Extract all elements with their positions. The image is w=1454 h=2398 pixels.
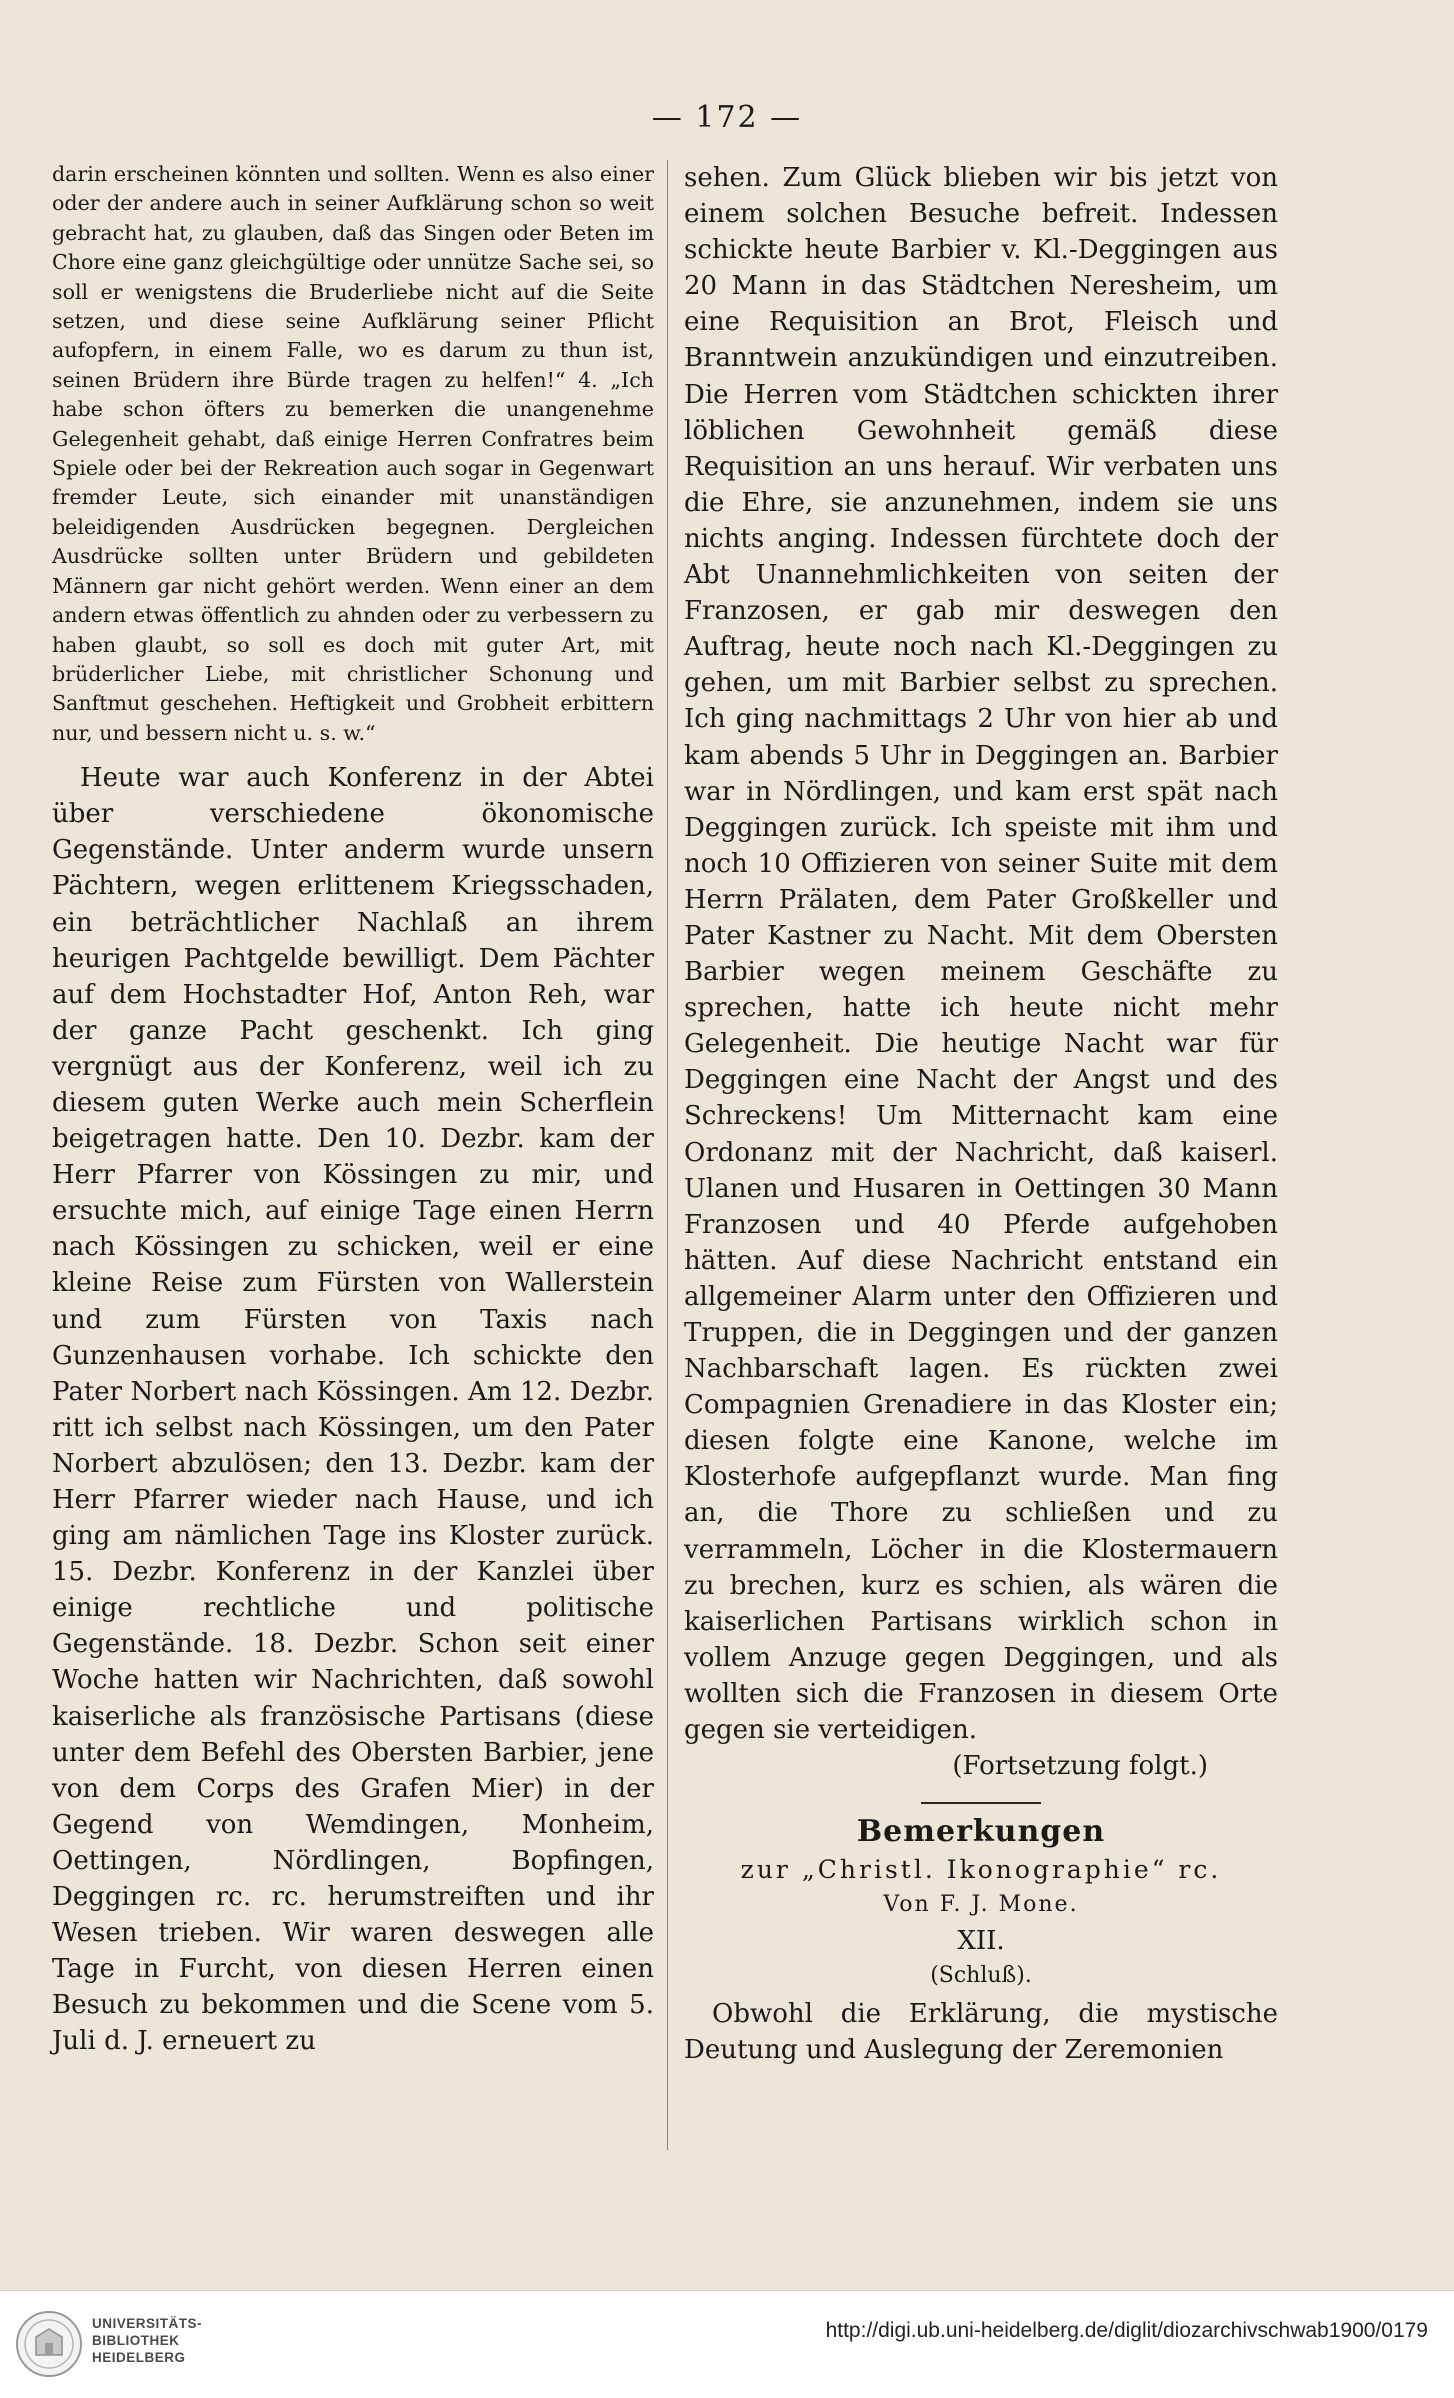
diary-continuation-paragraph: sehen. Zum Glück blieben wir bis jetzt von einem solchen Besuche befreit. Indessen schickte heute Barbier v. Kl.-Deggingen aus 20 Mann in das Städtchen Neresheim, um eine Requisition an Brot, Fleisch und Branntwein anzukündigen und einzutreiben. Die Herren vom Städtchen schickten ihrer löblichen Gewohnheit gemäß diese Requisition an uns herauf. Wir verbaten uns die Ehre, sie anzunehmen, indem sie uns nichts anging. Indessen fürchtete doch der Abt Unannehmlichkeiten von seiten der Franzosen, er gab mir deswegen den Auftrag, heute noch nach Kl.-Deggingen zu gehen, um mit Barbier selbst zu sprechen. Ich ging nachmittags 2 Uhr von hier ab und kam abends 5 Uhr in Deggingen an. Barbier war in Nördlingen, und kam erst spät nach Deggingen zurück. Ich speiste mit ihm und noch 10 Offizieren von seiner Suite mit dem Herrn Prälaten, dem Pater Großkeller und Pater Kastner zu Nacht. Mit dem Obersten Barbier wegen meinem Geschäfte zu sprechen, hatte ich heute nicht mehr Gelegenheit. Die heutige Nacht war für Deggingen eine Nacht der Angst und des Schreckens! Um Mitternacht kam eine Ordonanz mit der Nachricht, daß kaiserl. Ulanen und Husaren in Oettingen 30 Mann Franzosen und 40 Pferde aufgehoben hätten. Auf diese Nachricht entstand ein allgemeiner Alarm unter den Offizieren und Truppen, die in Deggingen und der ganzen Nachbarschaft lagen. Es rückten zwei Compagnien Grenadiere in das Kloster ein; diesen folgte eine Kanone, welche im Klosterhofe aufgepflanzt wurde. Man fing an, die Thore zu schließen und zu verrammeln, Löcher in die Klostermauern zu brechen, kurz es schien, als wären die kaiserlichen Partisans wirklich schon in vollem Anzuge gegen Deggingen, und als wollten sich die Franzosen in diesem Orte gegen sie verteidigen. <box>684 163 1278 1746</box>
section-subtitle: zur „Christl. Ikonographie“ rc. <box>740 1855 1222 1885</box>
section-paragraph: Obwohl die Erklärung, die mystische Deutung und Auslegung der Zeremonien <box>684 1999 1278 2066</box>
section-author: Von F. J. Mone. <box>883 1892 1079 1918</box>
diary-paragraph: Heute war auch Konferenz in der Abtei über verschiedene ökonomische Gegenstände. Unter anderm wurde unsern Pächtern, wegen erlittenem Kriegsschaden, ein beträchtlicher Nachlaß an ihrem heurigen Pachtgelde bewilligt. Dem Pächter auf dem Hochstadter Hof, Anton Reh, war der ganze Pacht geschenkt. Ich ging vergnügt aus der Konferenz, weil ich zu diesem guten Werke auch mein Scherflein beigetragen hatte. Den 10. Dezbr. kam der Herr Pfarrer von Kössingen zu mir, und ersuchte mich, auf einige Tage einen Herrn nach Kössingen zu schicken, weil er eine kleine Reise zum Fürsten von Wallerstein und zum Fürsten von Taxis nach Gunzenhausen vorhabe. Ich schickte den Pater Norbert nach Kössingen. Am 12. Dezbr. ritt ich selbst nach Kössingen, um den Pater Norbert abzulösen; den 13. Dezbr. kam der Herr Pfarrer wieder nach Hause, und ich ging am nämlichen Tage ins Kloster zurück. 15. Dezbr. Konferenz in der Kanzlei über einige rechtliche und politische Gegenstände. 18. Dezbr. Schon seit einer Woche hatten wir Nachrichten, daß sowohl kaiserliche als französische Partisans (diese unter dem Befehl des Obersten Barbier, jene von dem Corps des Grafen Mier) in der Gegend von Wemdingen, Monheim, Oettingen, Nördlingen, Bopfingen, Deggingen rc. rc. herumstreiften und ihr Wesen trieben. Wir waren deswegen alle Tage in Furcht, von diesen Herren einen Besuch zu bekommen und die Scene vom 5. Juli d. J. erneuert zu <box>52 763 654 2057</box>
column-divider <box>667 160 668 2150</box>
right-column <box>684 160 1278 2068</box>
quoted-rules-block <box>52 160 654 748</box>
page-number: — 172 — <box>651 100 803 135</box>
left-column <box>52 160 654 2060</box>
source-url-link[interactable]: http://digi.ub.uni-heidelberg.de/diglit/diozarchivschwab1900/0179 <box>825 2319 1428 2342</box>
viewer-footer <box>0 2290 1454 2398</box>
university-seal-icon <box>14 2309 84 2379</box>
diary-text-block <box>52 760 654 2059</box>
quoted-paragraph: darin erscheinen könnten und sollten. Wenn es also einer oder der andere auch in seiner Aufklärung schon so weit gebracht hat, zu glauben, daß das Singen oder Beten im Chore eine ganz gleichgültige oder unnütze Sache sei, so soll er wenigstens die Bruderliebe nicht auf die Seite setzen, und diese seine Aufklärung seiner Pflicht aufopfern, in einem Falle, wo es darum zu thun ist, seinen Brüdern ihre Bürde tragen zu helfen!“ 4. „Ich habe schon öfters zu bemerken die unangenehme Gelegenheit gehabt, daß einige Herren Confratres beim Spiele oder bei der Rekreation auch sogar in Gegenwart fremder Leute, sich einander mit unanständigen beleidigenden Ausdrücken begegnen. Dergleichen Ausdrücke sollten unter Brüdern und gebildeten Männern gar nicht gehört werden. Wenn einer an dem andern etwas öffentlich zu ahnden oder zu verbessern zu haben glaubt, so soll es doch mit guter Art, mit brüderlicher Liebe, mit christlicher Schonung und Sanftmut geschehen. Heftigkeit und Grobheit erbittern nur, und bessern nicht u. s. w.“ <box>52 162 654 745</box>
library-name <box>92 2315 202 2366</box>
section-divider <box>921 1802 1041 1804</box>
library-name-line: BIBLIOTHEK <box>92 2333 180 2348</box>
section-title: Bemerkungen <box>856 1814 1106 1850</box>
library-name-line: HEIDELBERG <box>92 2350 186 2365</box>
part-note: (Schluß). <box>930 1963 1032 1989</box>
library-name-line: UNIVERSITÄTS- <box>92 2316 203 2331</box>
part-number: XII. <box>957 1926 1005 1957</box>
continued-note: (Fortsetzung folgt.) <box>952 1751 1208 1782</box>
